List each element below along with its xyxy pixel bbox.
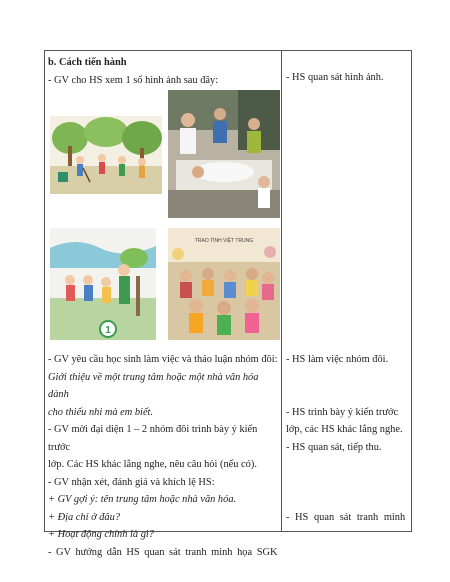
student-activity-5: - HS quan sát tranh minh <box>286 512 406 523</box>
student-activity-3a: - HS trình bày ý kiến trước <box>286 407 399 418</box>
instruction-line-4: - GV mời đại diện 1 – 2 nhóm đôi trình bày ý kiến trước <box>48 424 258 453</box>
instruction-line-2: Giới thiệu về một trung tâm hoặc một nhà văn hóa dành <box>48 371 259 400</box>
student-activity-3b: lớp, các HS khác lắng nghe. <box>286 424 403 435</box>
teacher-instructions <box>48 351 278 561</box>
section-heading: b. Cách tiến hành <box>48 57 127 68</box>
lesson-table <box>44 50 412 558</box>
picture-cleaning-yard <box>50 116 162 194</box>
instruction-line-6: - GV nhận xét, đánh giá và khích lệ HS: <box>48 476 215 488</box>
instruction-line-8: + Địa chỉ ở đâu? <box>48 511 121 523</box>
instruction-line-1: - GV yêu cầu học sinh làm việc và thảo luận nhóm đôi: <box>48 354 278 365</box>
student-activity-1: - HS quan sát hình ảnh. <box>286 72 384 83</box>
instruction-line-3: cho thiếu nhi mà em biết. <box>48 406 154 418</box>
picture-banner-text: TRAO TÌNH VIỆT TRUNG <box>194 238 254 244</box>
picture-blood-donation <box>168 90 280 218</box>
picture-children-crowd <box>168 228 280 340</box>
student-activity-4: - HS quan sát, tiếp thu. <box>286 442 382 453</box>
instruction-line-7: + GV gợi ý: tên trung tâm hoặc nhà văn hóa. <box>48 494 237 505</box>
column-divider <box>281 51 282 531</box>
instruction-line-9: + Hoạt động chính là gì? <box>48 529 155 540</box>
picture-badge-number: 1 <box>105 325 111 336</box>
teacher-column <box>48 54 278 558</box>
picture-painting-wall <box>50 228 156 340</box>
intro-line: - GV cho HS xem 1 số hình ảnh sau đây: <box>48 74 219 86</box>
student-activity-2: - HS làm việc nhóm đôi. <box>286 354 389 365</box>
instruction-line-5: lớp. Các HS khác lắng nghe, nêu câu hỏi (nếu có). <box>48 459 257 470</box>
instruction-line-10: - GV hướng dẫn HS quan sát tranh minh họa SGK <box>48 546 278 558</box>
